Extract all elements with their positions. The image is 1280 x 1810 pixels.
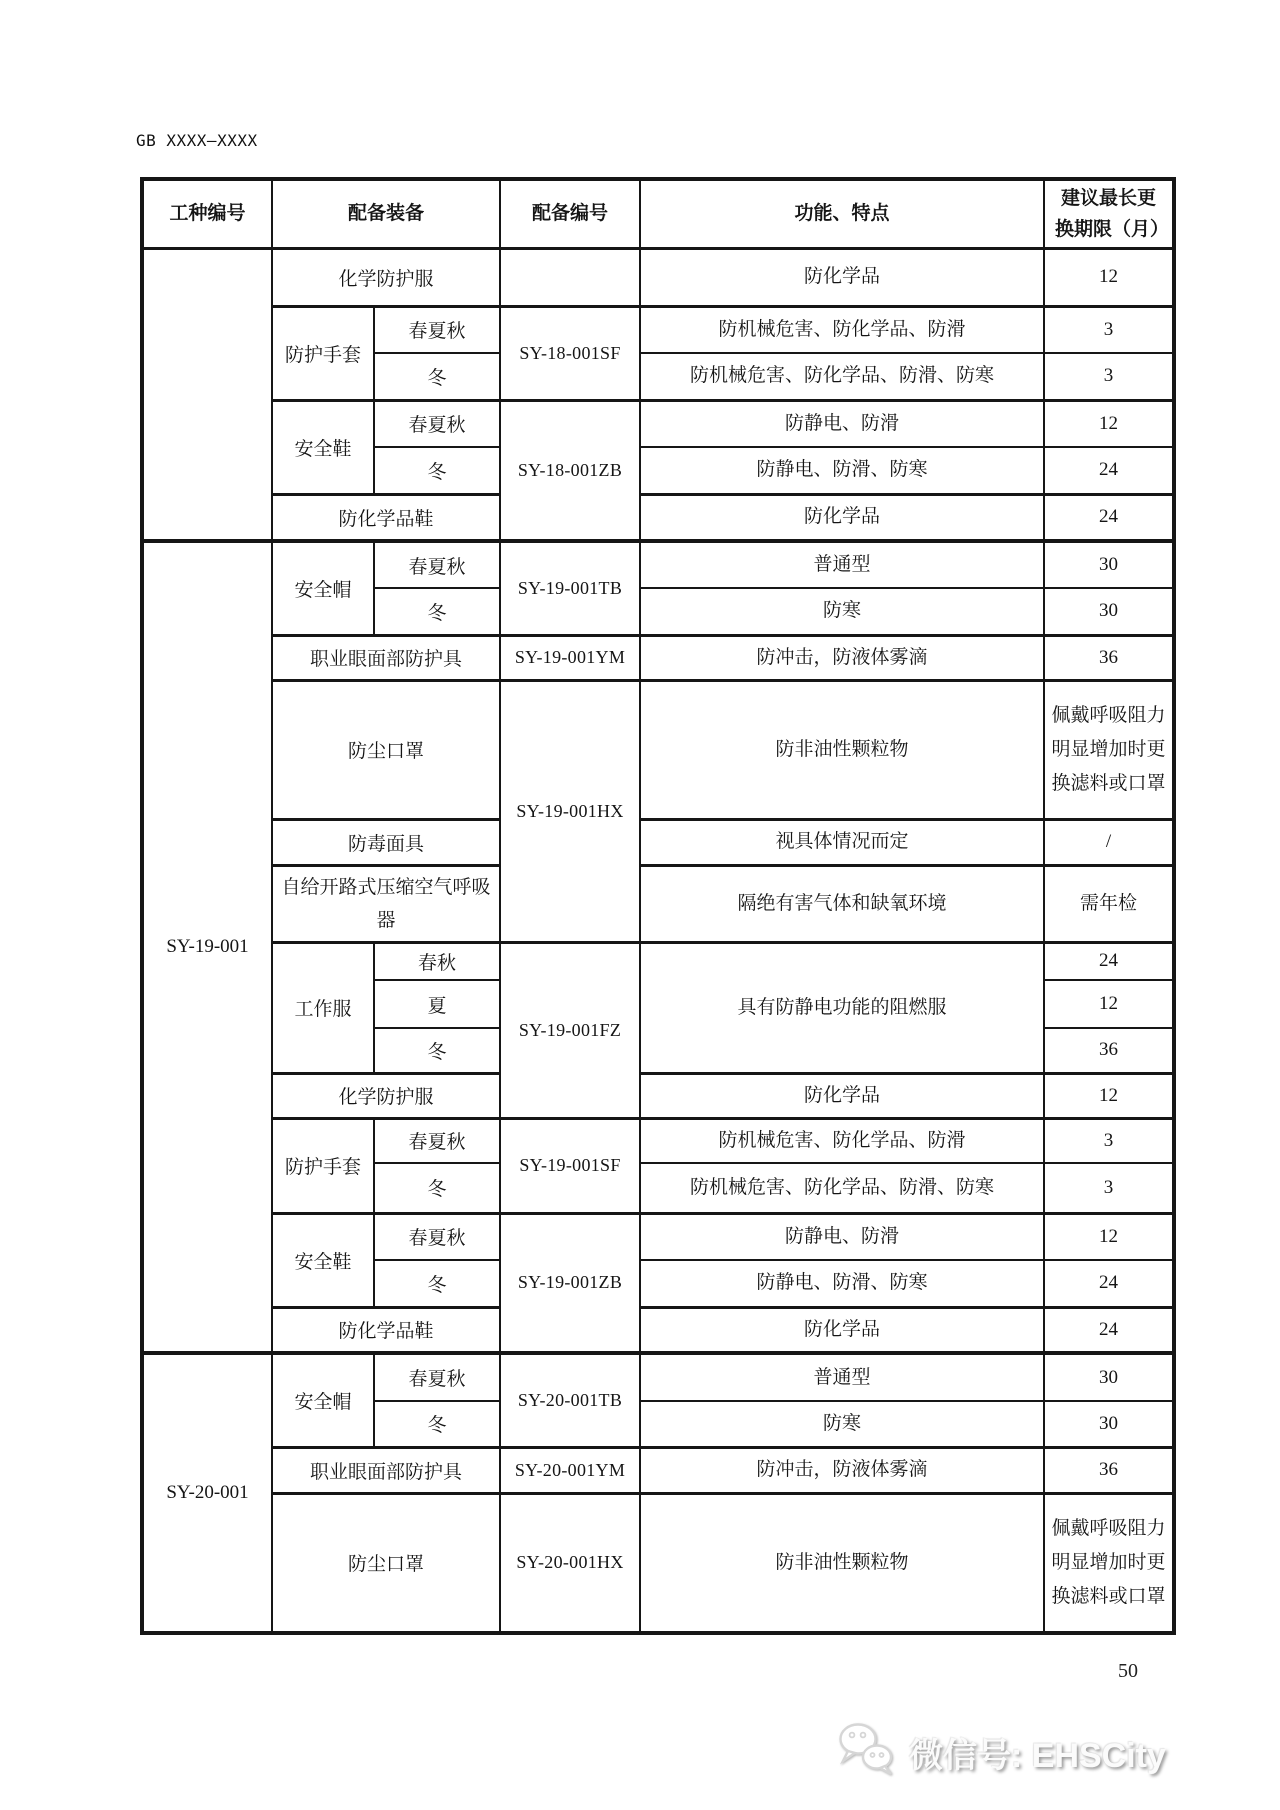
wechat-footer <box>835 1712 1195 1792</box>
ppe-table <box>140 177 1176 1635</box>
cell-function: 防机械危害、防化学品、防滑、防寒 <box>640 1163 1044 1213</box>
cell-period: 12 <box>1044 980 1174 1028</box>
cell-season: 春夏秋 <box>374 400 500 447</box>
table-row <box>142 541 1174 588</box>
cell-period: 24 <box>1044 494 1174 541</box>
cell-function: 防非油性颗粒物 <box>640 1493 1044 1633</box>
table-row <box>142 400 1174 447</box>
cell-equipment: 安全帽 <box>272 1353 374 1447</box>
cell-season: 冬 <box>374 1260 500 1307</box>
cell-code: SY-20-001TB <box>500 1353 640 1447</box>
cell-season: 春夏秋 <box>374 1213 500 1260</box>
cell-period: 36 <box>1044 1447 1174 1493</box>
table-row <box>142 819 1174 865</box>
cell-function: 防寒 <box>640 588 1044 635</box>
cell-code: SY-19-001TB <box>500 541 640 635</box>
cell-code: SY-18-001SF <box>500 306 640 400</box>
cell-period: 3 <box>1044 1118 1174 1163</box>
table-row <box>142 494 1174 541</box>
cell-code: SY-19-001HX <box>500 680 640 942</box>
table-row <box>142 1493 1174 1633</box>
cell-equipment: 职业眼面部防护具 <box>272 1447 500 1493</box>
cell-equipment: 安全鞋 <box>272 1213 374 1307</box>
cell-equipment: 安全鞋 <box>272 400 374 494</box>
cell-function: 普通型 <box>640 541 1044 588</box>
cell-period: 佩戴呼吸阻力明显增加时更换滤料或口罩 <box>1044 680 1174 819</box>
col-header-function: 功能、特点 <box>640 179 1044 248</box>
cell-function: 防冲击，防液体雾滴 <box>640 635 1044 680</box>
cell-code: SY-18-001ZB <box>500 400 640 541</box>
table-row <box>142 1213 1174 1260</box>
cell-code <box>500 248 640 306</box>
cell-function: 防化学品 <box>640 1073 1044 1118</box>
col-header-equipment: 配备装备 <box>272 179 500 248</box>
col-header-period: 建议最长更换期限（月） <box>1044 179 1174 248</box>
cell-equipment: 化学防护服 <box>272 248 500 306</box>
cell-function: 防机械危害、防化学品、防滑 <box>640 1118 1044 1163</box>
table-row <box>142 1353 1174 1401</box>
cell-function: 普通型 <box>640 1353 1044 1401</box>
cell-period: 24 <box>1044 942 1174 980</box>
cell-function: 隔绝有害气体和缺氧环境 <box>640 865 1044 942</box>
cell-period: 12 <box>1044 1073 1174 1118</box>
cell-function: 视具体情况而定 <box>640 819 1044 865</box>
cell-function: 防静电、防滑 <box>640 400 1044 447</box>
cell-code: SY-19-001FZ <box>500 942 640 1118</box>
table-row <box>142 306 1174 353</box>
table-row <box>142 248 1174 306</box>
cell-period: 3 <box>1044 1163 1174 1213</box>
cell-equipment: 安全帽 <box>272 541 374 635</box>
cell-season: 春夏秋 <box>374 306 500 353</box>
cell-function: 防静电、防滑、防寒 <box>640 447 1044 494</box>
cell-equipment: 工作服 <box>272 942 374 1073</box>
cell-code: SY-19-001YM <box>500 635 640 680</box>
cell-period: 3 <box>1044 306 1174 353</box>
cell-equipment: 防护手套 <box>272 306 374 400</box>
cell-period: 36 <box>1044 635 1174 680</box>
cell-season: 春夏秋 <box>374 1118 500 1163</box>
cell-function: 防化学品 <box>640 494 1044 541</box>
cell-job-code: SY-19-001 <box>142 541 272 1353</box>
cell-season: 冬 <box>374 353 500 400</box>
cell-period: 30 <box>1044 588 1174 635</box>
cell-period: 24 <box>1044 447 1174 494</box>
cell-period: 30 <box>1044 1353 1174 1401</box>
cell-function: 防静电、防滑、防寒 <box>640 1260 1044 1307</box>
cell-function: 防机械危害、防化学品、防滑 <box>640 306 1044 353</box>
cell-function: 防非油性颗粒物 <box>640 680 1044 819</box>
cell-season: 春夏秋 <box>374 1353 500 1401</box>
table-header-row <box>142 179 1174 248</box>
cell-equipment: 防尘口罩 <box>272 1493 500 1633</box>
cell-function: 防寒 <box>640 1401 1044 1447</box>
cell-function: 防化学品 <box>640 1307 1044 1353</box>
wechat-account-label: 微信号: EHSCity <box>909 1736 1166 1775</box>
cell-period: 需年检 <box>1044 865 1174 942</box>
cell-period: 24 <box>1044 1260 1174 1307</box>
cell-equipment: 自给开路式压缩空气呼吸器 <box>272 865 500 942</box>
col-header-job-code: 工种编号 <box>142 179 272 248</box>
document-code: GB XXXX—XXXX <box>136 131 258 150</box>
cell-equipment: 化学防护服 <box>272 1073 500 1118</box>
cell-period: 30 <box>1044 1401 1174 1447</box>
cell-function: 防化学品 <box>640 248 1044 306</box>
cell-job-code: SY-20-001 <box>142 1353 272 1633</box>
cell-period: 佩戴呼吸阻力明显增加时更换滤料或口罩 <box>1044 1493 1174 1633</box>
cell-equipment: 防护手套 <box>272 1118 374 1213</box>
cell-function: 防机械危害、防化学品、防滑、防寒 <box>640 353 1044 400</box>
cell-period: 12 <box>1044 248 1174 306</box>
table-row <box>142 1447 1174 1493</box>
wechat-icon <box>835 1720 899 1785</box>
cell-code: SY-20-001YM <box>500 1447 640 1493</box>
cell-code: SY-19-001ZB <box>500 1213 640 1353</box>
cell-code: SY-20-001HX <box>500 1493 640 1633</box>
cell-equipment: 防化学品鞋 <box>272 494 500 541</box>
cell-season: 春夏秋 <box>374 541 500 588</box>
cell-function: 防冲击，防液体雾滴 <box>640 1447 1044 1493</box>
cell-job-code <box>142 248 272 541</box>
cell-function: 具有防静电功能的阻燃服 <box>640 942 1044 1073</box>
cell-period: 12 <box>1044 400 1174 447</box>
cell-season: 冬 <box>374 1163 500 1213</box>
table-row <box>142 1118 1174 1163</box>
cell-equipment: 防毒面具 <box>272 819 500 865</box>
cell-season: 夏 <box>374 980 500 1028</box>
table-row <box>142 865 1174 942</box>
cell-code: SY-19-001SF <box>500 1118 640 1213</box>
table-row <box>142 1307 1174 1353</box>
cell-season: 冬 <box>374 588 500 635</box>
cell-period: 30 <box>1044 541 1174 588</box>
cell-period: / <box>1044 819 1174 865</box>
cell-season: 冬 <box>374 1401 500 1447</box>
table-row <box>142 635 1174 680</box>
cell-equipment: 职业眼面部防护具 <box>272 635 500 680</box>
table-row <box>142 680 1174 819</box>
table-row <box>142 942 1174 980</box>
cell-season: 冬 <box>374 447 500 494</box>
cell-season: 冬 <box>374 1028 500 1073</box>
page-number: 50 <box>1118 1660 1138 1682</box>
cell-equipment: 防尘口罩 <box>272 680 500 819</box>
cell-equipment: 防化学品鞋 <box>272 1307 500 1353</box>
cell-period: 24 <box>1044 1307 1174 1353</box>
cell-period: 36 <box>1044 1028 1174 1073</box>
cell-period: 12 <box>1044 1213 1174 1260</box>
col-header-code: 配备编号 <box>500 179 640 248</box>
cell-season: 春秋 <box>374 942 500 980</box>
cell-function: 防静电、防滑 <box>640 1213 1044 1260</box>
cell-period: 3 <box>1044 353 1174 400</box>
table-row <box>142 1073 1174 1118</box>
